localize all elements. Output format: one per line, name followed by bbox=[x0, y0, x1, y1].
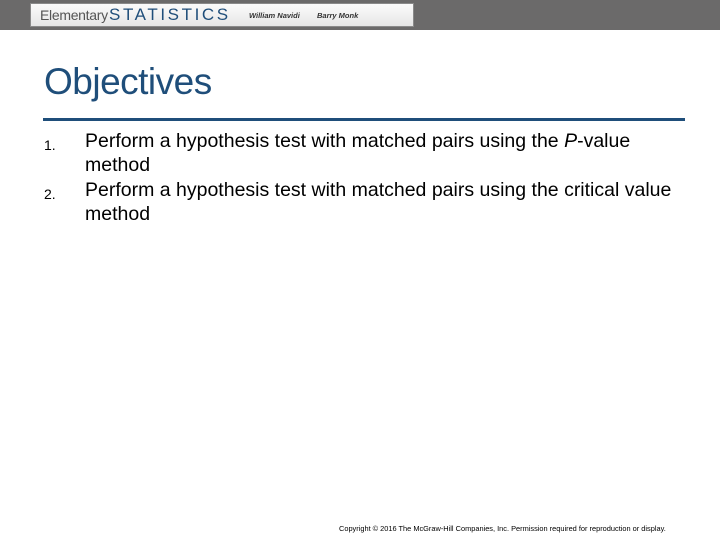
slide-title: Objectives bbox=[44, 61, 212, 102]
copyright-notice: Copyright © 2016 The McGraw-Hill Companies, Inc. Permission required for reproduction or display. bbox=[339, 524, 666, 533]
objective-item bbox=[44, 179, 684, 226]
objective-text: Perform a hypothesis test with matched pairs using the critical value method bbox=[85, 179, 672, 225]
objective-number: 1. bbox=[44, 137, 56, 153]
objective-text-part: -value method bbox=[85, 130, 631, 176]
objectives-list bbox=[44, 130, 684, 228]
objective-number: 2. bbox=[44, 186, 56, 202]
header-banner bbox=[0, 0, 720, 30]
author-name-1: William Navidi bbox=[249, 11, 300, 20]
objective-italic-p: P bbox=[564, 130, 578, 152]
author-name-2: Barry Monk bbox=[317, 11, 359, 20]
objective-item bbox=[44, 130, 684, 177]
book-title-plate bbox=[30, 3, 414, 27]
brand-elementary: Elementary bbox=[40, 7, 108, 23]
brand-statistics: STATISTICS bbox=[109, 5, 231, 24]
title-underline bbox=[43, 118, 685, 121]
objective-text-part: Perform a hypothesis test with matched pairs using the bbox=[85, 130, 565, 152]
